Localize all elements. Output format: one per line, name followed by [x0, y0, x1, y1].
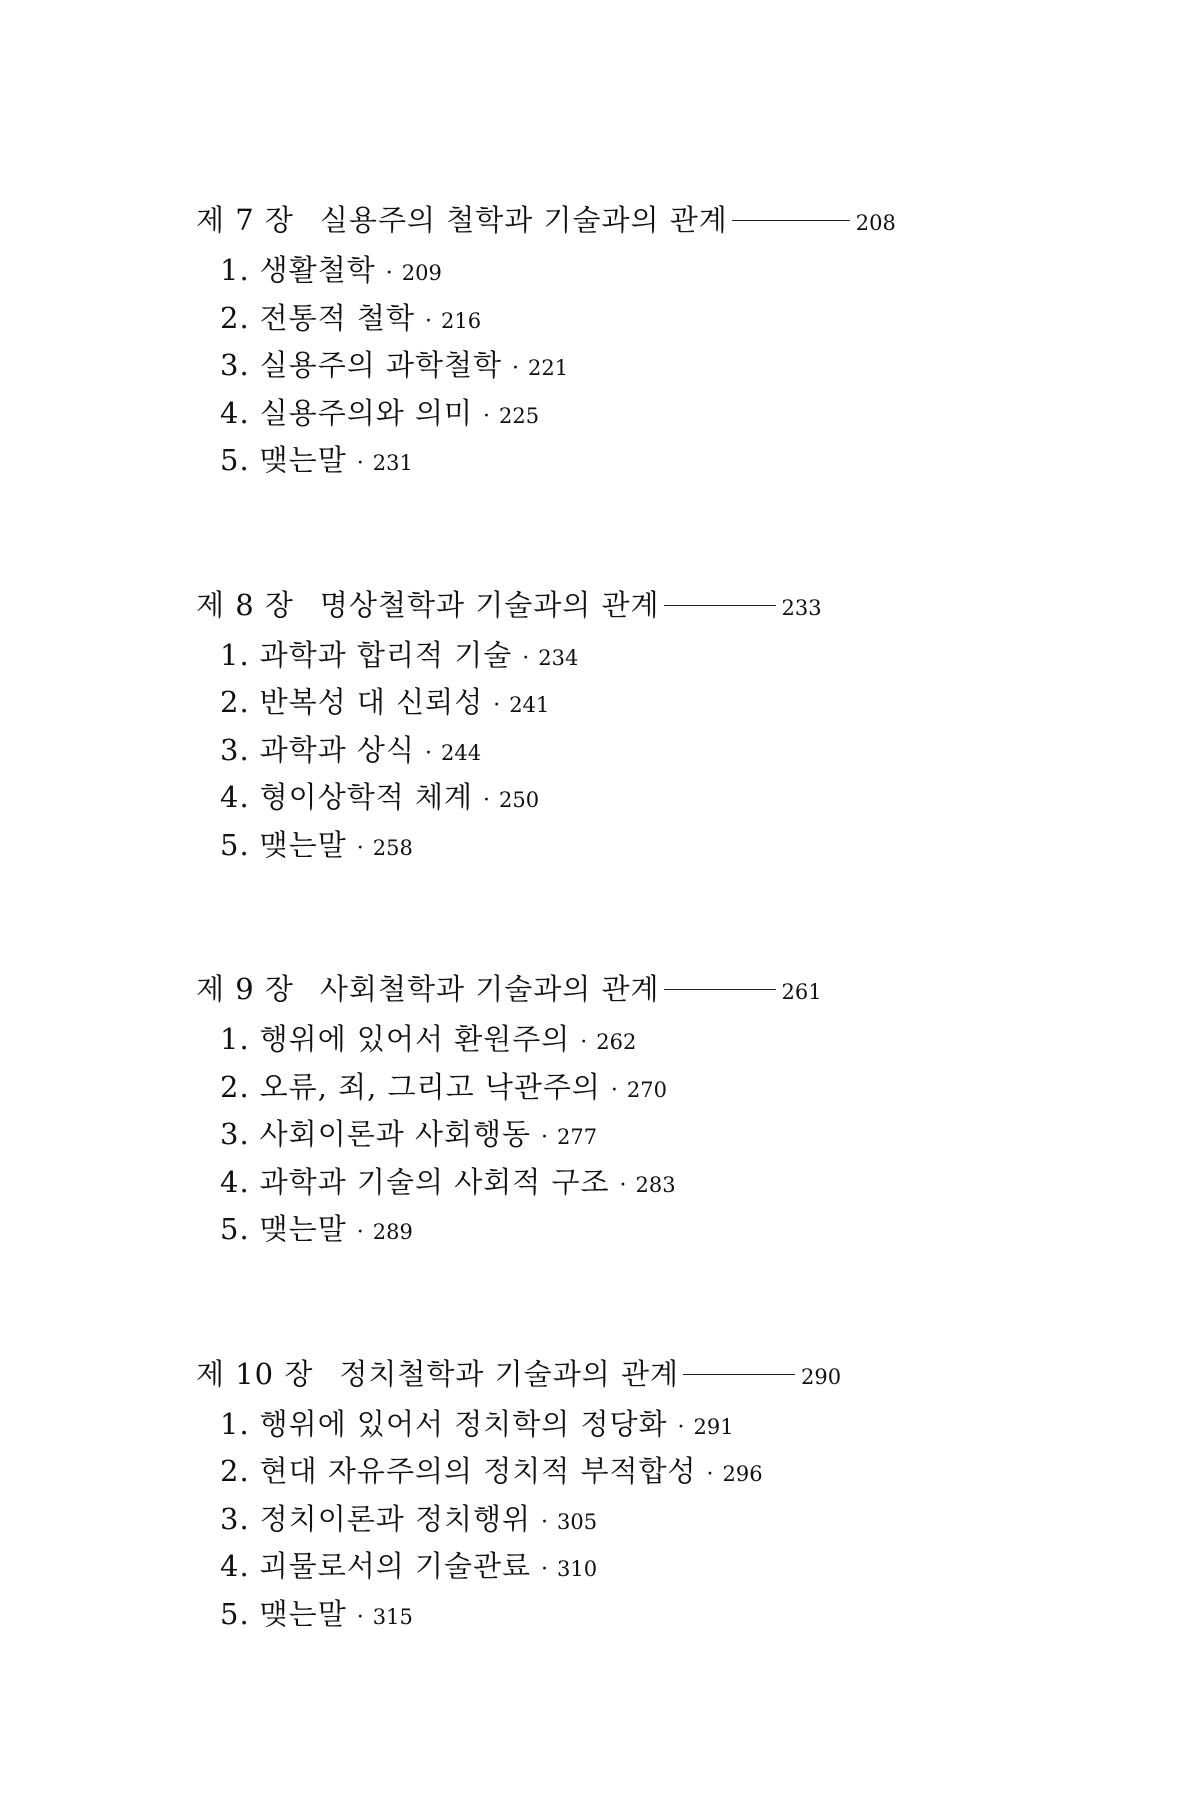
chapter-title: 명상철학과 기술과의 관계: [319, 587, 660, 622]
section-title: 반복성 대 신뢰성: [259, 685, 484, 719]
chapter-title: 사회철학과 기술과의 관계: [319, 972, 660, 1006]
section-number: 4.: [220, 1549, 250, 1583]
section-title: 정치이론과 정치행위: [259, 1501, 532, 1536]
separator-dot: ·: [677, 1414, 686, 1440]
section-page: 310: [557, 1557, 598, 1581]
section-number: 3.: [220, 1501, 250, 1536]
section-title: 실용주의와 의미: [259, 395, 473, 430]
section-page: 270: [626, 1077, 667, 1102]
section-title: 행위에 있어서 정치학의 정당화: [259, 1406, 668, 1441]
section-number: 5.: [220, 1596, 250, 1631]
chapter-number: 제 9 장: [196, 972, 294, 1006]
list-item: [220, 775, 1096, 823]
list-item: [220, 680, 1096, 728]
section-list: [196, 633, 1096, 871]
section-title: 맺는말: [259, 1596, 347, 1631]
section-page: 241: [509, 693, 550, 717]
section-number: 4.: [220, 1164, 250, 1199]
section-title: 생활철학: [259, 253, 376, 287]
section-number: 1.: [220, 1022, 250, 1056]
separator-dot: ·: [356, 835, 365, 861]
section-page: 250: [499, 788, 540, 812]
list-item: [220, 1065, 1096, 1113]
section-number: 2.: [220, 300, 250, 335]
separator-dot: ·: [580, 1030, 589, 1055]
section-title: 형이상학적 체계: [259, 780, 473, 814]
section-page: 291: [693, 1414, 734, 1439]
section-number: 2.: [220, 1069, 250, 1104]
separator-dot: ·: [512, 356, 521, 381]
section-page: 283: [635, 1172, 676, 1197]
leader-line: [732, 220, 850, 221]
section-page: 209: [401, 261, 442, 285]
section-number: 3.: [220, 348, 250, 382]
leader-line: [664, 989, 776, 990]
list-item: [220, 823, 1096, 871]
chapter-title: 실용주의 철학과 기술과의 관계: [319, 203, 728, 237]
section-title: 전통적 철학: [259, 300, 415, 335]
section-title: 현대 자유주의의 정치적 부적합성: [259, 1454, 697, 1488]
list-item: [220, 438, 1096, 486]
separator-dot: ·: [541, 1509, 550, 1535]
section-list: [196, 1017, 1096, 1255]
separator-dot: ·: [610, 1077, 619, 1103]
section-title: 과학과 상식: [259, 732, 415, 767]
separator-dot: ·: [424, 740, 433, 766]
list-item: [220, 1592, 1096, 1640]
section-number: 4.: [220, 395, 250, 430]
section-number: 3.: [220, 1117, 250, 1151]
section-title: 오류, 죄, 그리고 낙관주의: [259, 1069, 601, 1104]
chapter-page: 290: [800, 1364, 842, 1389]
section-title: 괴물로서의 기술관료: [259, 1549, 532, 1583]
list-item: [220, 728, 1096, 776]
section-page: 231: [372, 451, 413, 475]
section-page: 244: [440, 740, 482, 765]
list-item: [220, 1402, 1096, 1450]
separator-dot: ·: [483, 788, 491, 813]
chapter-page: 233: [781, 595, 822, 620]
list-item: [220, 1497, 1096, 1545]
chapter-number: 제 7 장: [196, 203, 294, 237]
section-number: 5.: [220, 443, 250, 477]
list-item: [220, 296, 1096, 344]
separator-dot: ·: [356, 451, 365, 476]
separator-dot: ·: [483, 403, 491, 429]
list-item: [220, 1112, 1096, 1160]
list-item: [220, 391, 1096, 439]
section-number: 3.: [220, 732, 250, 767]
separator-dot: ·: [493, 693, 502, 718]
chapter-title: 정치철학과 기술과의 관계: [339, 1356, 679, 1391]
section-page: 289: [372, 1220, 413, 1244]
chapter-page: 208: [855, 211, 896, 235]
section-title: 과학과 기술의 사회적 구조: [259, 1164, 610, 1199]
section-page: 225: [499, 403, 540, 428]
leader-line: [683, 1374, 795, 1375]
chapter-9: [196, 967, 1096, 1255]
chapter-heading: [196, 967, 1096, 1017]
chapter-7: [196, 198, 1096, 486]
separator-dot: ·: [706, 1462, 715, 1487]
separator-dot: ·: [356, 1604, 365, 1630]
section-title: 실용주의 과학철학: [259, 348, 503, 382]
list-item: [220, 1544, 1096, 1592]
chapter-heading: [196, 198, 1096, 248]
section-page: 262: [596, 1030, 637, 1054]
section-number: 1.: [220, 1406, 250, 1441]
chapter-page: 261: [781, 980, 822, 1004]
separator-dot: ·: [424, 308, 433, 334]
section-title: 사회이론과 사회행동: [259, 1117, 532, 1151]
chapter-number: 제 10 장: [196, 1356, 314, 1391]
list-item: [220, 633, 1096, 681]
section-title: 맺는말: [259, 827, 347, 862]
section-title: 행위에 있어서 환원주의: [259, 1022, 571, 1056]
separator-dot: ·: [356, 1220, 365, 1245]
section-number: 1.: [220, 637, 250, 672]
section-page: 315: [372, 1604, 413, 1629]
chapter-number: 제 8 장: [196, 587, 294, 622]
section-page: 258: [372, 835, 413, 860]
section-page: 296: [722, 1462, 763, 1486]
section-title: 맺는말: [259, 1212, 347, 1246]
section-list: [196, 248, 1096, 486]
section-number: 4.: [220, 780, 250, 814]
separator-dot: ·: [385, 261, 394, 286]
section-list: [196, 1402, 1096, 1640]
list-item: [220, 1160, 1096, 1208]
section-number: 5.: [220, 1212, 250, 1246]
section-page: 277: [557, 1125, 598, 1149]
list-item: [220, 1017, 1096, 1065]
chapter-heading: [196, 583, 1096, 633]
section-page: 221: [528, 356, 569, 380]
section-number: 2.: [220, 685, 250, 719]
leader-line: [664, 605, 776, 606]
table-of-contents: [196, 198, 1096, 1736]
section-title: 맺는말: [259, 443, 347, 477]
section-page: 216: [440, 308, 482, 333]
separator-dot: ·: [522, 645, 531, 671]
list-item: [220, 1449, 1096, 1497]
separator-dot: ·: [541, 1125, 550, 1150]
section-number: 2.: [220, 1454, 250, 1488]
section-number: 1.: [220, 253, 250, 287]
section-number: 5.: [220, 827, 250, 862]
list-item: [220, 248, 1096, 296]
separator-dot: ·: [619, 1172, 628, 1198]
section-title: 과학과 합리적 기술: [259, 637, 513, 672]
section-page: 234: [538, 645, 579, 670]
list-item: [220, 1207, 1096, 1255]
chapter-10: [196, 1352, 1096, 1640]
separator-dot: ·: [541, 1557, 550, 1582]
chapter-heading: [196, 1352, 1096, 1402]
chapter-8: [196, 583, 1096, 871]
section-page: 305: [557, 1509, 598, 1534]
list-item: [220, 343, 1096, 391]
